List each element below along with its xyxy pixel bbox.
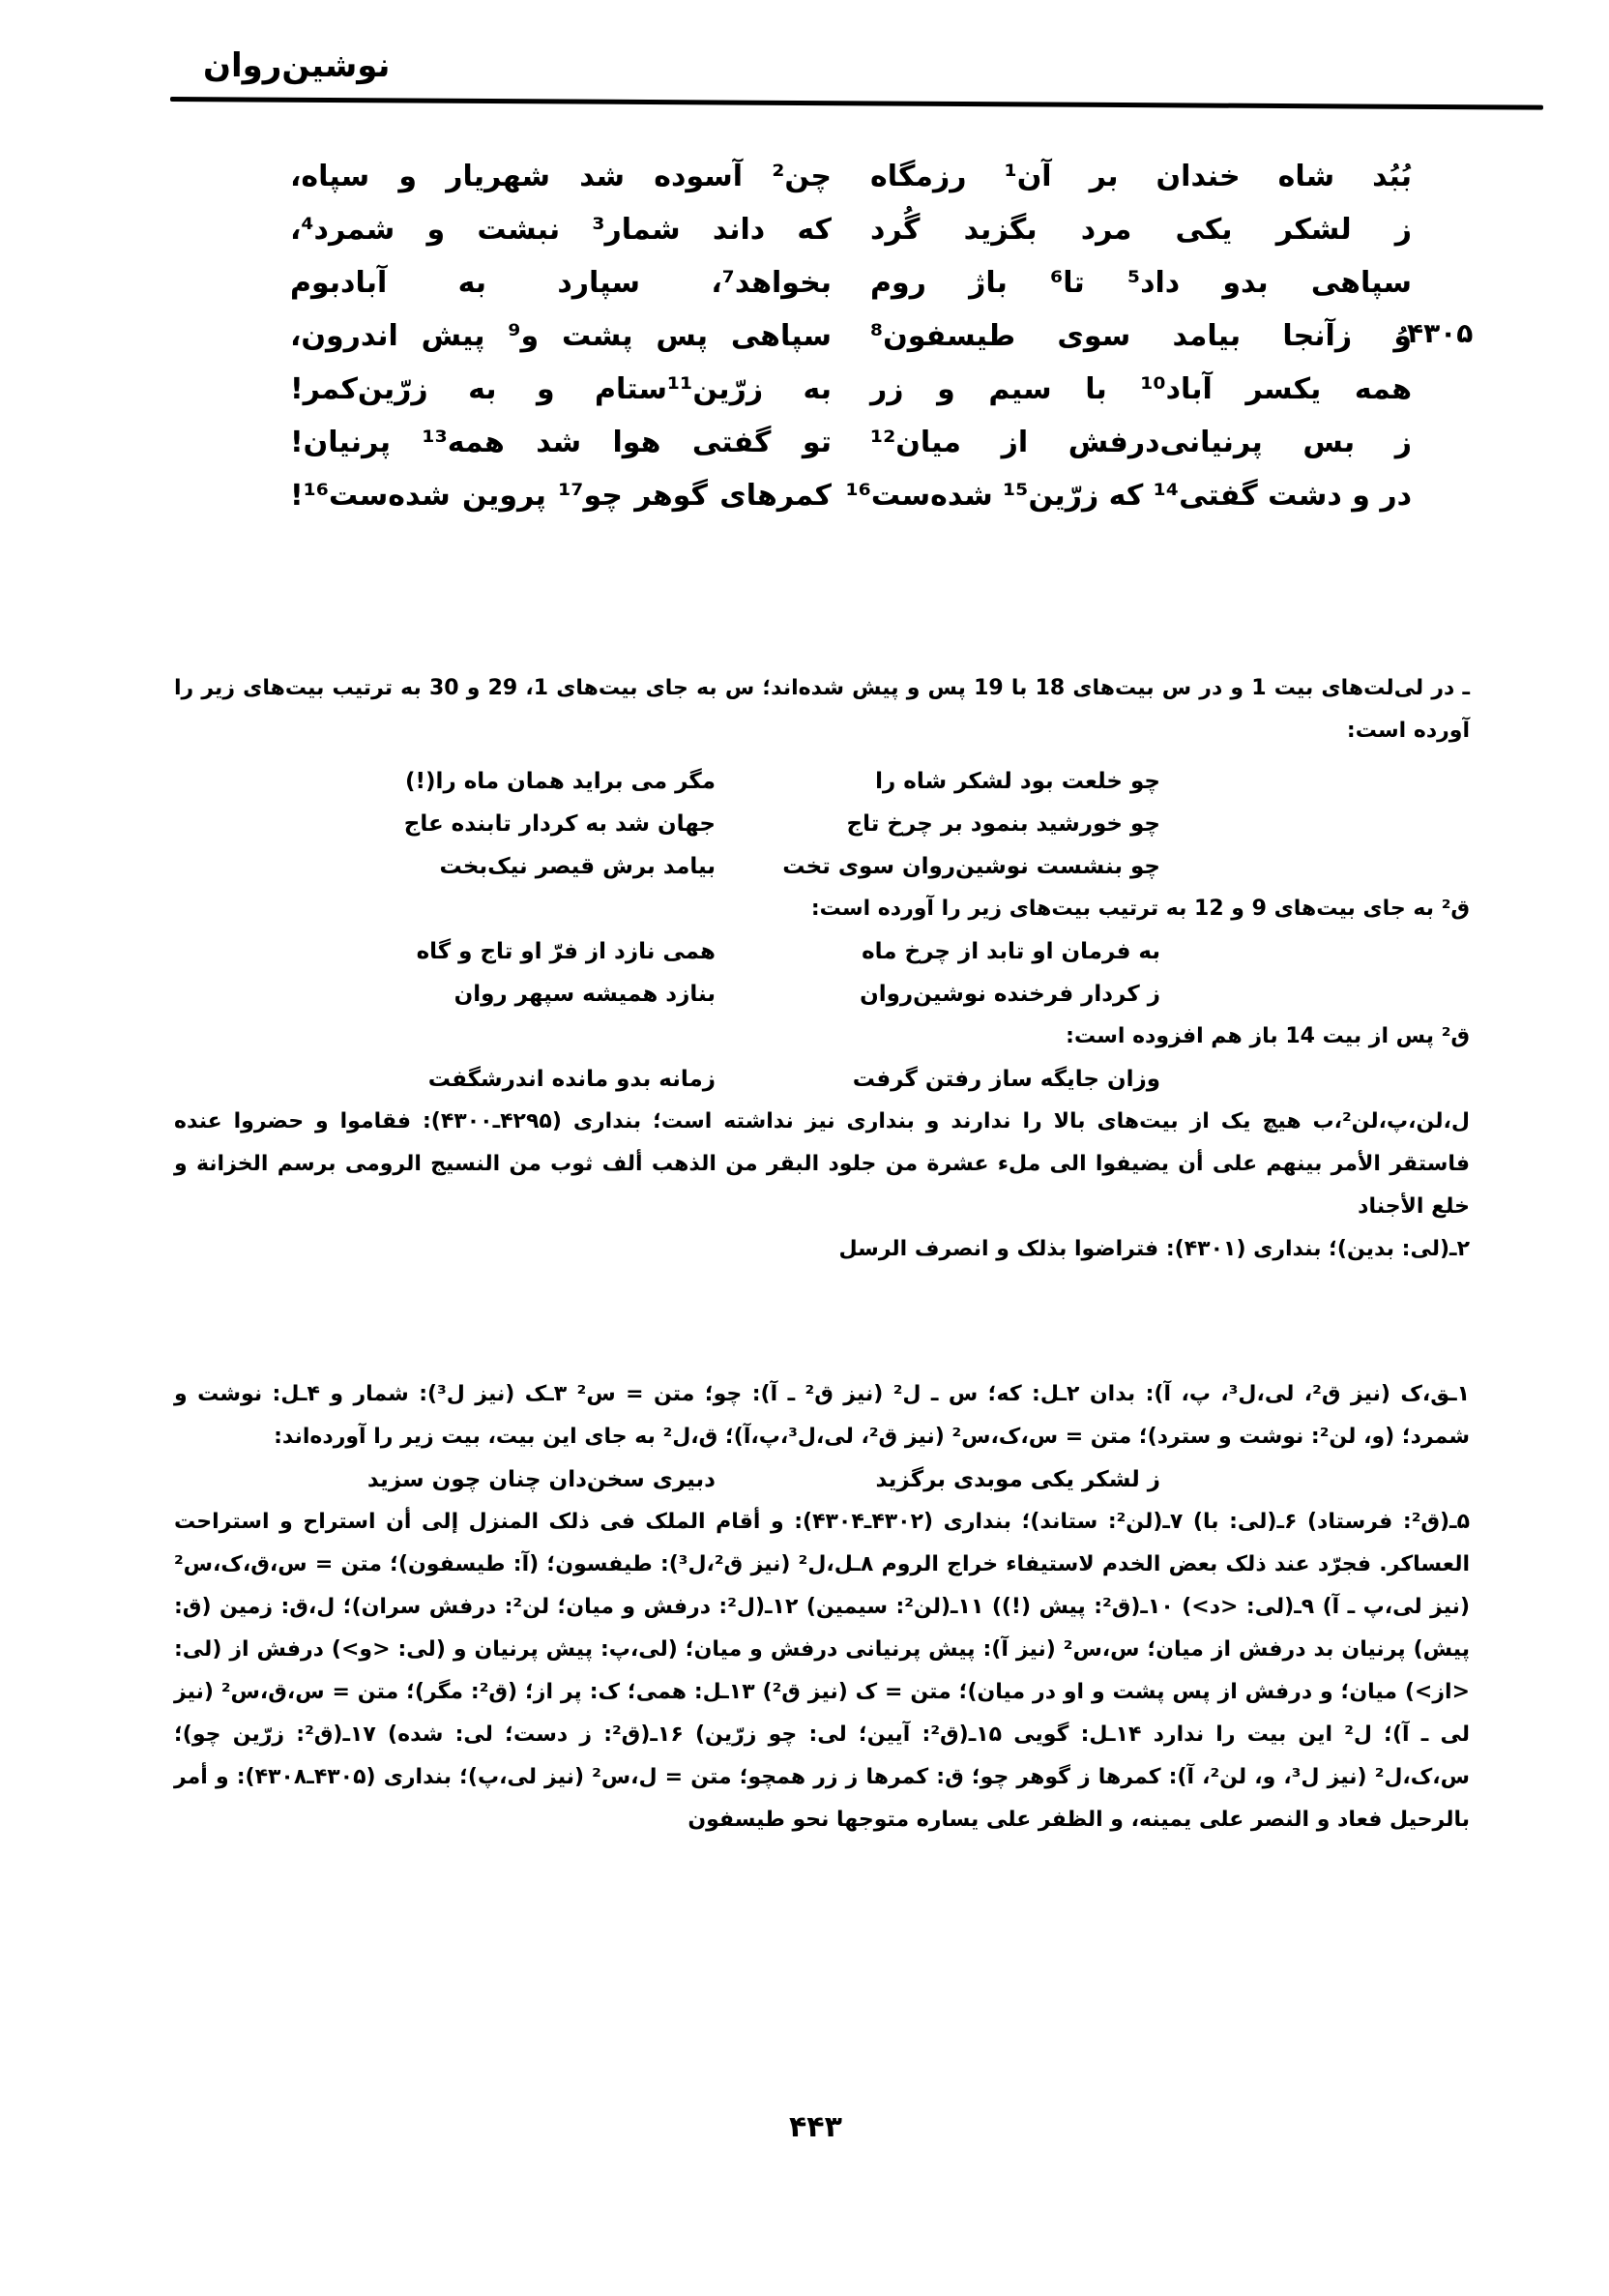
bayt — [290, 309, 1412, 363]
header-rule — [170, 97, 1543, 110]
hemistich-second: که داند شمار³ نبشت و شمرد⁴، — [290, 213, 832, 247]
hemistich-first: ز بس پرنیانی‌درفش از میان¹² — [870, 426, 1412, 459]
numbered-notes-1: ۱ـق،ک (نیز ق²، لی،ل³، پ، آ): بدان ۲ـل: که؛ س ـ ل² (نیز ق² ـ آ): چو؛ متن = س² ۳ـک (نیز ل³): شمار و ۴ـل: نوشت و شمرد؛ (و، لن²: نوشت و سترد)؛ متن = س،ک،س² (نیز ق²، لی،ل³،پ،آ)؛ ق،ل² به جای این بیت، بیت زیر را آورده‌اند: — [174, 1382, 1471, 1449]
variant-hemistich-first: چو خلعت بود لشکر شاه را — [875, 769, 1160, 794]
variant-hemistich-first: چو بنشست نوشین‌روان سوی تخت — [782, 854, 1160, 879]
note-intro: ـ در لی‌لت‌های بیت 1 و در س بیت‌های 18 با 19 پس و پیش شده‌اند؛ س به جای بیت‌های 1، 29 و 30 به ترتیب بیت‌های زیر را آورده است: — [174, 676, 1470, 743]
bayt — [290, 416, 1412, 469]
poem-block — [290, 150, 1412, 522]
hemistich-second: بخواهد⁷، سپارد به آبادبوم — [290, 266, 832, 300]
variant-hemistich-second: همی نازد از فرّ او تاج و گاه — [416, 939, 716, 964]
variant-verses-3 — [174, 1058, 1470, 1101]
running-title: نوشین‌روان — [203, 46, 391, 85]
page-number: ۴۴۳ — [789, 2110, 842, 2144]
hemistich-first: وُ زآنجا بیامد سوی طیسفون⁸ — [870, 319, 1412, 353]
hemistich-second: تو گفتی هوا شد همه¹³ پرنیان! — [290, 426, 832, 459]
hemistich-first: همه یکسر آباد¹⁰ با سیم و زر — [870, 372, 1412, 406]
hemistich-second: چن² آسوده شد شهریار و سپاه، — [290, 160, 832, 193]
hemistich-second: به زرّین¹¹ستام و به زرّین‌کمر! — [290, 372, 832, 406]
hemistich-first: ز لشکر یکی مرد بگزید گُرد — [870, 213, 1412, 247]
bayt — [290, 203, 1412, 256]
apparatus-block-1 — [174, 667, 1470, 1271]
variant-hemistich-second: بیامد برش قیصر نیک‌بخت — [439, 854, 716, 879]
variant-bayt — [174, 845, 1470, 888]
variant-hemistich-second: زمانه بدو مانده اندرشگفت — [427, 1067, 716, 1092]
variant-hemistich-first: چو خورشید بنمود بر چرخ تاج — [846, 811, 1160, 837]
hemistich-first: سپاهی بدو داد⁵ تا⁶ باژ روم — [870, 266, 1413, 300]
variant-verses-1 — [174, 760, 1470, 888]
hemistich-second: کمرهای گوهر چو¹⁷ پروین شده‌ست¹⁶! — [290, 479, 832, 513]
note-q2-add: ق² پس از بیت 14 باز هم افزوده است: — [1066, 1024, 1470, 1048]
variant-verses-2 — [174, 930, 1470, 1016]
variant-hemistich-second: جهان شد به کردار تابنده عاج — [403, 811, 716, 837]
bayt — [290, 150, 1412, 203]
hemistich-second: سپاهی پس پشت و⁹ پیش اندرون، — [290, 319, 832, 353]
numbered-notes-2: ۵ـ(ق²: فرستاد) ۶ـ(لی: با) ۷ـ(لن²: ستاند)؛ بنداری (۴۳۰۲ـ۴۳۰۴): و أقام الملک فی ذلک المنزل إلی أن استراح و استراحت العساکر. فجرّد عند ذلک بعض الخدم لاستیفاء خراج الروم ۸ـل،ل² (نیز ق²،ل³): طیفسون؛ (آ: طیسفون)؛ متن = س،ق،ک،س² (نیز لی،پ ـ آ) ۹ـ(لی: <د>) ۱۰ـ(ق²: پیش (!)) ۱۱ـ(لن²: سیمین) ۱۲ـ(ل²: درفش و میان؛ لن²: درفش سران)؛ ل،ق: زمین (ق: پیش) پرنیان بد درفش از میان؛ س،س² (نیز آ): پیش پرنیانی درفش و میان؛ (لی،پ: پیش پرنیان و (لی: <و>) درفش از (لی: <از>) میان؛ و درفش از پس پشت و او در میان)؛ متن = ک (نیز ق²) ۱۳ـل: همی؛ ک: پر از؛ (ق²: مگر)؛ متن = س،ق،س² (نیز لی ـ آ)؛ ل² این بیت را ندارد ۱۴ـل: گویی ۱۵ـ(ق²: آیین؛ لی: چو زرّین) ۱۶ـ(ق²: ز دست؛ لی: شده) ۱۷ـ(ق²: زرّین چو)؛ س،ک،ل² (نیز ل³، و، لن²، آ): کمرها ز گوهر چو؛ ق: کمرها ز زر همچو؛ متن = ل،س² (نیز لی،پ)؛ بنداری (۴۳۰۵ـ۴۳۰۸): و أمر بالرحیل فعاد و النصر علی یمینه، و الظفر علی یساره متوجها نحو طیسفون — [174, 1510, 1471, 1832]
variant-bayt — [174, 930, 1470, 973]
variant-bayt — [174, 973, 1470, 1016]
note-bundari: ل،لن،پ،لن²،ب هیچ یک از بیت‌های بالا را ندارند و بنداری نیز نداشته است؛ بنداری (۴۲۹۵ـ۴۳۰۰): فقاموا و حضروا عنده فاستقر الأمر بینهم علی أن یضیفوا الی ملء عشرة من جلود البقر من الذهب ألف ثوب من النسیج الرومی برسم الخزانة و خلع الأجناد — [174, 1109, 1470, 1219]
variant-hemistich-second: مگر می براید همان ماه را(!) — [405, 769, 716, 794]
variant-bayt — [174, 1058, 1470, 1101]
variant-bayt — [174, 1458, 1470, 1501]
note-q2-replace: ق² به جای بیت‌های 9 و 12 به ترتیب بیت‌های زیر را آورده است: — [810, 897, 1470, 921]
bayt — [290, 256, 1412, 309]
bayt — [290, 363, 1412, 416]
variant-hemistich-first: ز کردار فرخنده نوشین‌روان — [860, 982, 1160, 1007]
variant-hemistich-second: بنازد همیشه سپهر روان — [453, 982, 716, 1007]
hemistich-first: در و دشت گفتی¹⁴ که زرّین¹⁵ شده‌ست¹⁶ — [845, 479, 1412, 513]
variant-verses-4 — [174, 1458, 1470, 1501]
hemistich-first: بُبُد شاه خندان بر آن¹ رزمگاه — [870, 160, 1412, 193]
bayt — [290, 469, 1412, 522]
variant-bayt — [174, 803, 1470, 845]
variant-hemistich-first: به فرمان او تابد از چرخ ماه — [862, 939, 1160, 964]
variant-hemistich-first: وزان جایگه ساز رفتن گرفت — [852, 1067, 1160, 1092]
apparatus-block-2 — [174, 1373, 1470, 1841]
verse-number: ۴۳۰۵ — [1407, 317, 1474, 349]
variant-hemistich-second: دبیری سخن‌دان چنان چون سزید — [366, 1467, 716, 1492]
variant-bayt — [174, 760, 1470, 803]
note-2: ۲ـ(لی: بدین)؛ بنداری (۴۳۰۱): فتراضوا بذلک و انصرف الرسل — [838, 1237, 1470, 1261]
variant-hemistich-first: ز لشکر یکی موبدی برگزید — [875, 1467, 1160, 1492]
